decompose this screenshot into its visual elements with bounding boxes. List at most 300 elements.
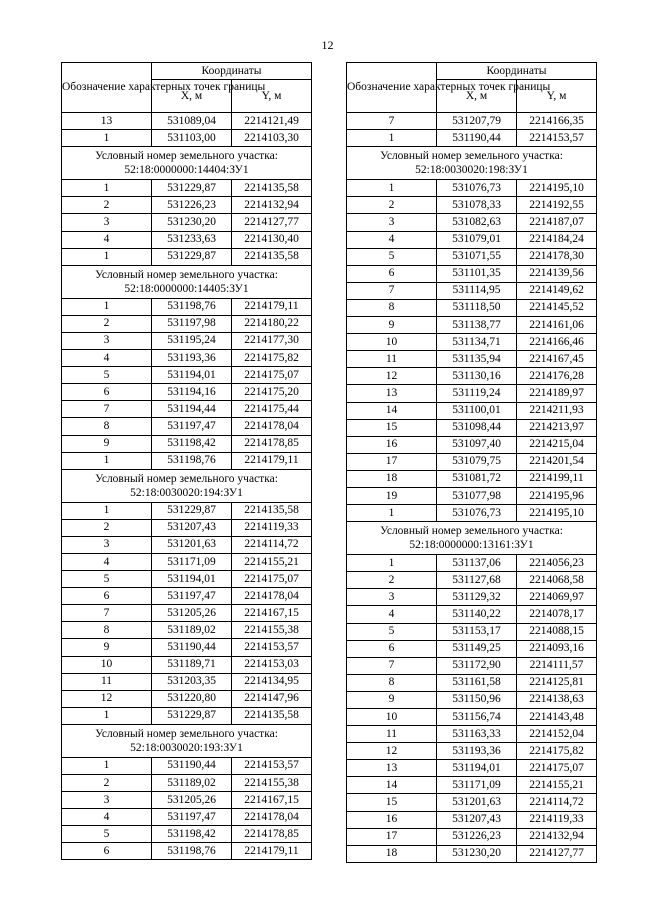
point-number: 2 <box>347 197 437 214</box>
table-row <box>347 130 597 147</box>
point-number: 7 <box>347 657 437 674</box>
point-number: 11 <box>62 673 152 690</box>
point-number: 12 <box>62 690 152 707</box>
point-number: 4 <box>62 350 152 367</box>
x-coordinate: 531081,72 <box>437 470 517 487</box>
table-row <box>347 436 597 453</box>
point-number: 3 <box>62 332 152 349</box>
point-number: 4 <box>62 809 152 826</box>
x-coordinate: 531197,47 <box>152 588 232 605</box>
table-row <box>62 656 312 673</box>
point-number: 1 <box>62 180 152 197</box>
point-number: 9 <box>347 691 437 708</box>
table-row <box>347 623 597 640</box>
plot-cadastral-number: 52:18:0030020:193:ЗУ1 <box>130 741 243 754</box>
x-coordinate: 531195,24 <box>152 332 232 349</box>
y-coordinate: 2214195,96 <box>517 487 597 504</box>
header-designation: Обозначение характерных точек границы <box>347 63 437 113</box>
table-row <box>347 640 597 657</box>
table-row <box>347 589 597 606</box>
point-number: 1 <box>62 707 152 724</box>
x-coordinate: 531089,04 <box>152 113 232 130</box>
point-number: 2 <box>62 197 152 214</box>
x-coordinate: 531226,23 <box>437 828 517 845</box>
table-row <box>62 367 312 384</box>
plot-number <box>62 469 312 502</box>
table-row <box>347 743 597 760</box>
x-coordinate: 531189,02 <box>152 775 232 792</box>
table-row <box>347 248 597 265</box>
table-row <box>62 401 312 418</box>
x-coordinate: 531197,98 <box>152 315 232 332</box>
x-coordinate: 531135,94 <box>437 351 517 368</box>
table-row <box>347 760 597 777</box>
y-coordinate: 2214114,72 <box>232 536 312 553</box>
x-coordinate: 531130,16 <box>437 368 517 385</box>
table-row <box>62 639 312 656</box>
x-coordinate: 531129,32 <box>437 589 517 606</box>
y-coordinate: 2214155,21 <box>232 553 312 570</box>
y-coordinate: 2214175,82 <box>232 350 312 367</box>
x-coordinate: 531205,26 <box>152 605 232 622</box>
x-coordinate: 531097,40 <box>437 436 517 453</box>
table-row <box>347 691 597 708</box>
x-coordinate: 531171,09 <box>437 777 517 794</box>
plot-number <box>62 724 312 757</box>
point-number: 9 <box>347 317 437 334</box>
x-coordinate: 531103,00 <box>152 130 232 147</box>
plot-cadastral-number: 52:18:0000000:14404:ЗУ1 <box>124 164 249 177</box>
x-coordinate: 531077,98 <box>437 487 517 504</box>
point-number: 2 <box>62 775 152 792</box>
y-coordinate: 2214192,55 <box>517 197 597 214</box>
point-number: 13 <box>347 760 437 777</box>
table-row <box>62 826 312 843</box>
plot-cadastral-number: 52:18:0000000:13161:ЗУ1 <box>409 539 534 552</box>
point-number: 3 <box>347 214 437 231</box>
y-coordinate: 2214135,58 <box>232 707 312 724</box>
y-coordinate: 2214114,72 <box>517 794 597 811</box>
point-number: 6 <box>347 265 437 282</box>
y-coordinate: 2214088,15 <box>517 623 597 640</box>
point-number: 16 <box>347 811 437 828</box>
table-header-row <box>62 63 312 80</box>
y-coordinate: 2214179,11 <box>232 298 312 315</box>
table-row <box>62 536 312 553</box>
plot-label: Условный номер земельного участка: <box>380 150 563 163</box>
point-number: 14 <box>347 402 437 419</box>
y-coordinate: 2214121,49 <box>232 113 312 130</box>
table-row <box>62 588 312 605</box>
x-coordinate: 531082,63 <box>437 214 517 231</box>
x-coordinate: 531079,75 <box>437 453 517 470</box>
plot-number <box>347 147 597 180</box>
table-row <box>347 606 597 623</box>
plot-header-row <box>62 724 312 757</box>
y-coordinate: 2214166,46 <box>517 334 597 351</box>
x-coordinate: 531207,43 <box>437 811 517 828</box>
table-row <box>62 248 312 265</box>
point-number: 1 <box>62 452 152 469</box>
table-row <box>347 299 597 316</box>
header-x: Х, м <box>437 80 517 113</box>
table-row <box>62 113 312 130</box>
plot-header-row <box>62 265 312 298</box>
table-row <box>347 385 597 402</box>
point-number: 8 <box>347 674 437 691</box>
plot-number <box>347 522 597 555</box>
point-number: 10 <box>347 709 437 726</box>
point-number: 3 <box>62 536 152 553</box>
x-coordinate: 531207,79 <box>437 113 517 130</box>
point-number: 6 <box>62 384 152 401</box>
y-coordinate: 2214178,04 <box>232 418 312 435</box>
point-number: 15 <box>347 419 437 436</box>
table-row <box>62 130 312 147</box>
y-coordinate: 2214145,52 <box>517 299 597 316</box>
table-row <box>62 350 312 367</box>
table-row <box>62 315 312 332</box>
table-row <box>347 572 597 589</box>
y-coordinate: 2214138,63 <box>517 691 597 708</box>
point-number: 4 <box>347 231 437 248</box>
x-coordinate: 531190,44 <box>437 130 517 147</box>
y-coordinate: 2214179,11 <box>232 452 312 469</box>
y-coordinate: 2214143,48 <box>517 709 597 726</box>
y-coordinate: 2214195,10 <box>517 505 597 522</box>
y-coordinate: 2214132,94 <box>232 197 312 214</box>
x-coordinate: 531137,06 <box>437 555 517 572</box>
point-number: 10 <box>347 334 437 351</box>
point-number: 1 <box>62 248 152 265</box>
y-coordinate: 2214195,10 <box>517 180 597 197</box>
y-coordinate: 2214175,20 <box>232 384 312 401</box>
table-row <box>62 452 312 469</box>
y-coordinate: 2214135,58 <box>232 502 312 519</box>
x-coordinate: 531161,58 <box>437 674 517 691</box>
point-number: 6 <box>62 588 152 605</box>
x-coordinate: 531201,63 <box>152 536 232 553</box>
x-coordinate: 531194,01 <box>152 571 232 588</box>
y-coordinate: 2214127,77 <box>517 845 597 862</box>
x-coordinate: 531076,73 <box>437 505 517 522</box>
point-number: 2 <box>347 572 437 589</box>
plot-label: Условный номер земельного участка: <box>95 150 278 163</box>
table-row <box>347 777 597 794</box>
y-coordinate: 2214175,82 <box>517 743 597 760</box>
y-coordinate: 2214155,38 <box>232 775 312 792</box>
point-number: 3 <box>62 792 152 809</box>
x-coordinate: 531205,26 <box>152 792 232 809</box>
y-coordinate: 2214178,85 <box>232 826 312 843</box>
table-row <box>347 453 597 470</box>
point-number: 12 <box>347 743 437 760</box>
x-coordinate: 531197,47 <box>152 809 232 826</box>
point-number: 1 <box>62 298 152 315</box>
point-number: 13 <box>347 385 437 402</box>
point-number: 14 <box>347 777 437 794</box>
table-row <box>347 419 597 436</box>
x-coordinate: 531230,20 <box>437 845 517 862</box>
table-row <box>347 726 597 743</box>
x-coordinate: 531198,76 <box>152 298 232 315</box>
x-coordinate: 531163,33 <box>437 726 517 743</box>
y-coordinate: 2214215,04 <box>517 436 597 453</box>
point-number: 16 <box>347 436 437 453</box>
table-row <box>62 214 312 231</box>
point-number: 3 <box>347 589 437 606</box>
table-row <box>347 231 597 248</box>
coordinates-table-right <box>346 62 597 863</box>
plot-number <box>62 265 312 298</box>
point-number: 9 <box>62 435 152 452</box>
table-row <box>347 180 597 197</box>
table-row <box>62 605 312 622</box>
x-coordinate: 531071,55 <box>437 248 517 265</box>
table-row <box>62 757 312 774</box>
point-number: 6 <box>62 843 152 860</box>
point-number: 1 <box>62 130 152 147</box>
x-coordinate: 531194,01 <box>152 367 232 384</box>
table-row <box>347 674 597 691</box>
x-coordinate: 531226,23 <box>152 197 232 214</box>
table-row <box>347 470 597 487</box>
point-number: 2 <box>62 315 152 332</box>
point-number: 8 <box>62 622 152 639</box>
x-coordinate: 531229,87 <box>152 248 232 265</box>
point-number: 8 <box>347 299 437 316</box>
point-number: 6 <box>347 640 437 657</box>
plot-label: Условный номер земельного участка: <box>95 472 278 485</box>
table-row <box>62 673 312 690</box>
table-row <box>62 384 312 401</box>
point-number: 3 <box>62 214 152 231</box>
x-coordinate: 531172,90 <box>437 657 517 674</box>
table-row <box>347 282 597 299</box>
y-coordinate: 2214201,54 <box>517 453 597 470</box>
x-coordinate: 531156,74 <box>437 709 517 726</box>
y-coordinate: 2214111,57 <box>517 657 597 674</box>
table-row <box>347 487 597 504</box>
y-coordinate: 2214166,35 <box>517 113 597 130</box>
y-coordinate: 2214161,06 <box>517 317 597 334</box>
y-coordinate: 2214056,23 <box>517 555 597 572</box>
x-coordinate: 531079,01 <box>437 231 517 248</box>
table-row <box>62 792 312 809</box>
x-coordinate: 531193,36 <box>437 743 517 760</box>
x-coordinate: 531098,44 <box>437 419 517 436</box>
y-coordinate: 2214167,15 <box>232 792 312 809</box>
table-row <box>62 553 312 570</box>
table-row <box>62 775 312 792</box>
x-coordinate: 531100,01 <box>437 402 517 419</box>
point-number: 11 <box>347 726 437 743</box>
point-number: 5 <box>62 826 152 843</box>
table-row <box>62 435 312 452</box>
y-coordinate: 2214213,97 <box>517 419 597 436</box>
point-number: 17 <box>347 453 437 470</box>
table-row <box>62 298 312 315</box>
table-row <box>347 555 597 572</box>
header-coordinates: Координаты <box>152 63 312 80</box>
x-coordinate: 531149,25 <box>437 640 517 657</box>
x-coordinate: 531114,95 <box>437 282 517 299</box>
point-number: 18 <box>347 470 437 487</box>
table-row <box>347 368 597 385</box>
x-coordinate: 531138,77 <box>437 317 517 334</box>
table-row <box>347 214 597 231</box>
y-coordinate: 2214135,58 <box>232 248 312 265</box>
y-coordinate: 2214068,58 <box>517 572 597 589</box>
x-coordinate: 531233,63 <box>152 231 232 248</box>
x-coordinate: 531140,22 <box>437 606 517 623</box>
x-coordinate: 531153,17 <box>437 623 517 640</box>
x-coordinate: 531198,42 <box>152 826 232 843</box>
table-row <box>347 657 597 674</box>
y-coordinate: 2214167,45 <box>517 351 597 368</box>
y-coordinate: 2214153,57 <box>517 130 597 147</box>
y-coordinate: 2214180,22 <box>232 315 312 332</box>
table-header-row <box>347 63 597 80</box>
y-coordinate: 2214175,07 <box>232 367 312 384</box>
x-coordinate: 531190,44 <box>152 639 232 656</box>
plot-cadastral-number: 52:18:0030020:198:ЗУ1 <box>415 164 528 177</box>
x-coordinate: 531078,33 <box>437 197 517 214</box>
y-coordinate: 2214153,57 <box>232 757 312 774</box>
y-coordinate: 2214175,07 <box>517 760 597 777</box>
y-coordinate: 2214119,33 <box>517 811 597 828</box>
table-row <box>347 317 597 334</box>
x-coordinate: 531201,63 <box>437 794 517 811</box>
x-coordinate: 531194,01 <box>437 760 517 777</box>
point-number: 1 <box>347 130 437 147</box>
point-number: 7 <box>62 401 152 418</box>
table-row <box>62 519 312 536</box>
point-number: 15 <box>347 794 437 811</box>
plot-cadastral-number: 52:18:0030020:194:ЗУ1 <box>130 486 243 499</box>
table-row <box>62 809 312 826</box>
y-coordinate: 2214125,81 <box>517 674 597 691</box>
header-y: Y, м <box>517 80 597 113</box>
point-number: 1 <box>347 505 437 522</box>
x-coordinate: 531171,09 <box>152 553 232 570</box>
y-coordinate: 2214199,11 <box>517 470 597 487</box>
table-row <box>62 180 312 197</box>
point-number: 8 <box>62 418 152 435</box>
x-coordinate: 531150,96 <box>437 691 517 708</box>
plot-header-row <box>62 469 312 502</box>
x-coordinate: 531190,44 <box>152 757 232 774</box>
table-row <box>62 690 312 707</box>
x-coordinate: 531207,43 <box>152 519 232 536</box>
x-coordinate: 531118,50 <box>437 299 517 316</box>
table-row <box>347 811 597 828</box>
point-number: 7 <box>62 605 152 622</box>
y-coordinate: 2214175,07 <box>232 571 312 588</box>
point-number: 7 <box>347 282 437 299</box>
x-coordinate: 531197,47 <box>152 418 232 435</box>
x-coordinate: 531230,20 <box>152 214 232 231</box>
y-coordinate: 2214127,77 <box>232 214 312 231</box>
x-coordinate: 531229,87 <box>152 707 232 724</box>
y-coordinate: 2214153,57 <box>232 639 312 656</box>
x-coordinate: 531203,35 <box>152 673 232 690</box>
y-coordinate: 2214152,04 <box>517 726 597 743</box>
y-coordinate: 2214176,28 <box>517 368 597 385</box>
point-number: 5 <box>62 367 152 384</box>
x-coordinate: 531194,16 <box>152 384 232 401</box>
table-row <box>62 231 312 248</box>
y-coordinate: 2214177,30 <box>232 332 312 349</box>
table-row <box>347 351 597 368</box>
y-coordinate: 2214103,30 <box>232 130 312 147</box>
x-coordinate: 531193,36 <box>152 350 232 367</box>
y-coordinate: 2214179,11 <box>232 843 312 860</box>
plot-number <box>62 147 312 180</box>
plot-label: Условный номер земельного участка: <box>95 727 278 740</box>
table-row <box>347 794 597 811</box>
x-coordinate: 531198,76 <box>152 843 232 860</box>
table-row <box>347 197 597 214</box>
table-row <box>62 332 312 349</box>
point-number: 13 <box>62 113 152 130</box>
table-row <box>347 709 597 726</box>
y-coordinate: 2214134,95 <box>232 673 312 690</box>
point-number: 2 <box>62 519 152 536</box>
x-coordinate: 531198,76 <box>152 452 232 469</box>
x-coordinate: 531229,87 <box>152 180 232 197</box>
point-number: 1 <box>347 180 437 197</box>
y-coordinate: 2214211,93 <box>517 402 597 419</box>
table-row <box>347 845 597 862</box>
table-row <box>62 502 312 519</box>
point-number: 12 <box>347 368 437 385</box>
y-coordinate: 2214132,94 <box>517 828 597 845</box>
y-coordinate: 2214130,40 <box>232 231 312 248</box>
y-coordinate: 2214178,30 <box>517 248 597 265</box>
table-row <box>347 828 597 845</box>
point-number: 1 <box>62 757 152 774</box>
point-number: 19 <box>347 487 437 504</box>
y-coordinate: 2214155,38 <box>232 622 312 639</box>
table-row <box>347 505 597 522</box>
table-row <box>62 843 312 860</box>
point-number: 5 <box>347 623 437 640</box>
table-row <box>62 622 312 639</box>
x-coordinate: 531119,24 <box>437 385 517 402</box>
page-number: 12 <box>321 38 334 52</box>
y-coordinate: 2214167,15 <box>232 605 312 622</box>
point-number: 9 <box>62 639 152 656</box>
point-number: 1 <box>347 555 437 572</box>
header-y: Y, м <box>232 80 312 113</box>
x-coordinate: 531220,80 <box>152 690 232 707</box>
y-coordinate: 2214178,04 <box>232 809 312 826</box>
table-row <box>62 571 312 588</box>
header-coordinates: Координаты <box>437 63 597 80</box>
x-coordinate: 531189,02 <box>152 622 232 639</box>
table-row <box>62 197 312 214</box>
point-number: 10 <box>62 656 152 673</box>
point-number: 1 <box>62 502 152 519</box>
x-coordinate: 531076,73 <box>437 180 517 197</box>
y-coordinate: 2214119,33 <box>232 519 312 536</box>
coordinates-table-left <box>61 62 312 860</box>
y-coordinate: 2214175,44 <box>232 401 312 418</box>
table-row <box>347 402 597 419</box>
point-number: 5 <box>347 248 437 265</box>
y-coordinate: 2214153,03 <box>232 656 312 673</box>
